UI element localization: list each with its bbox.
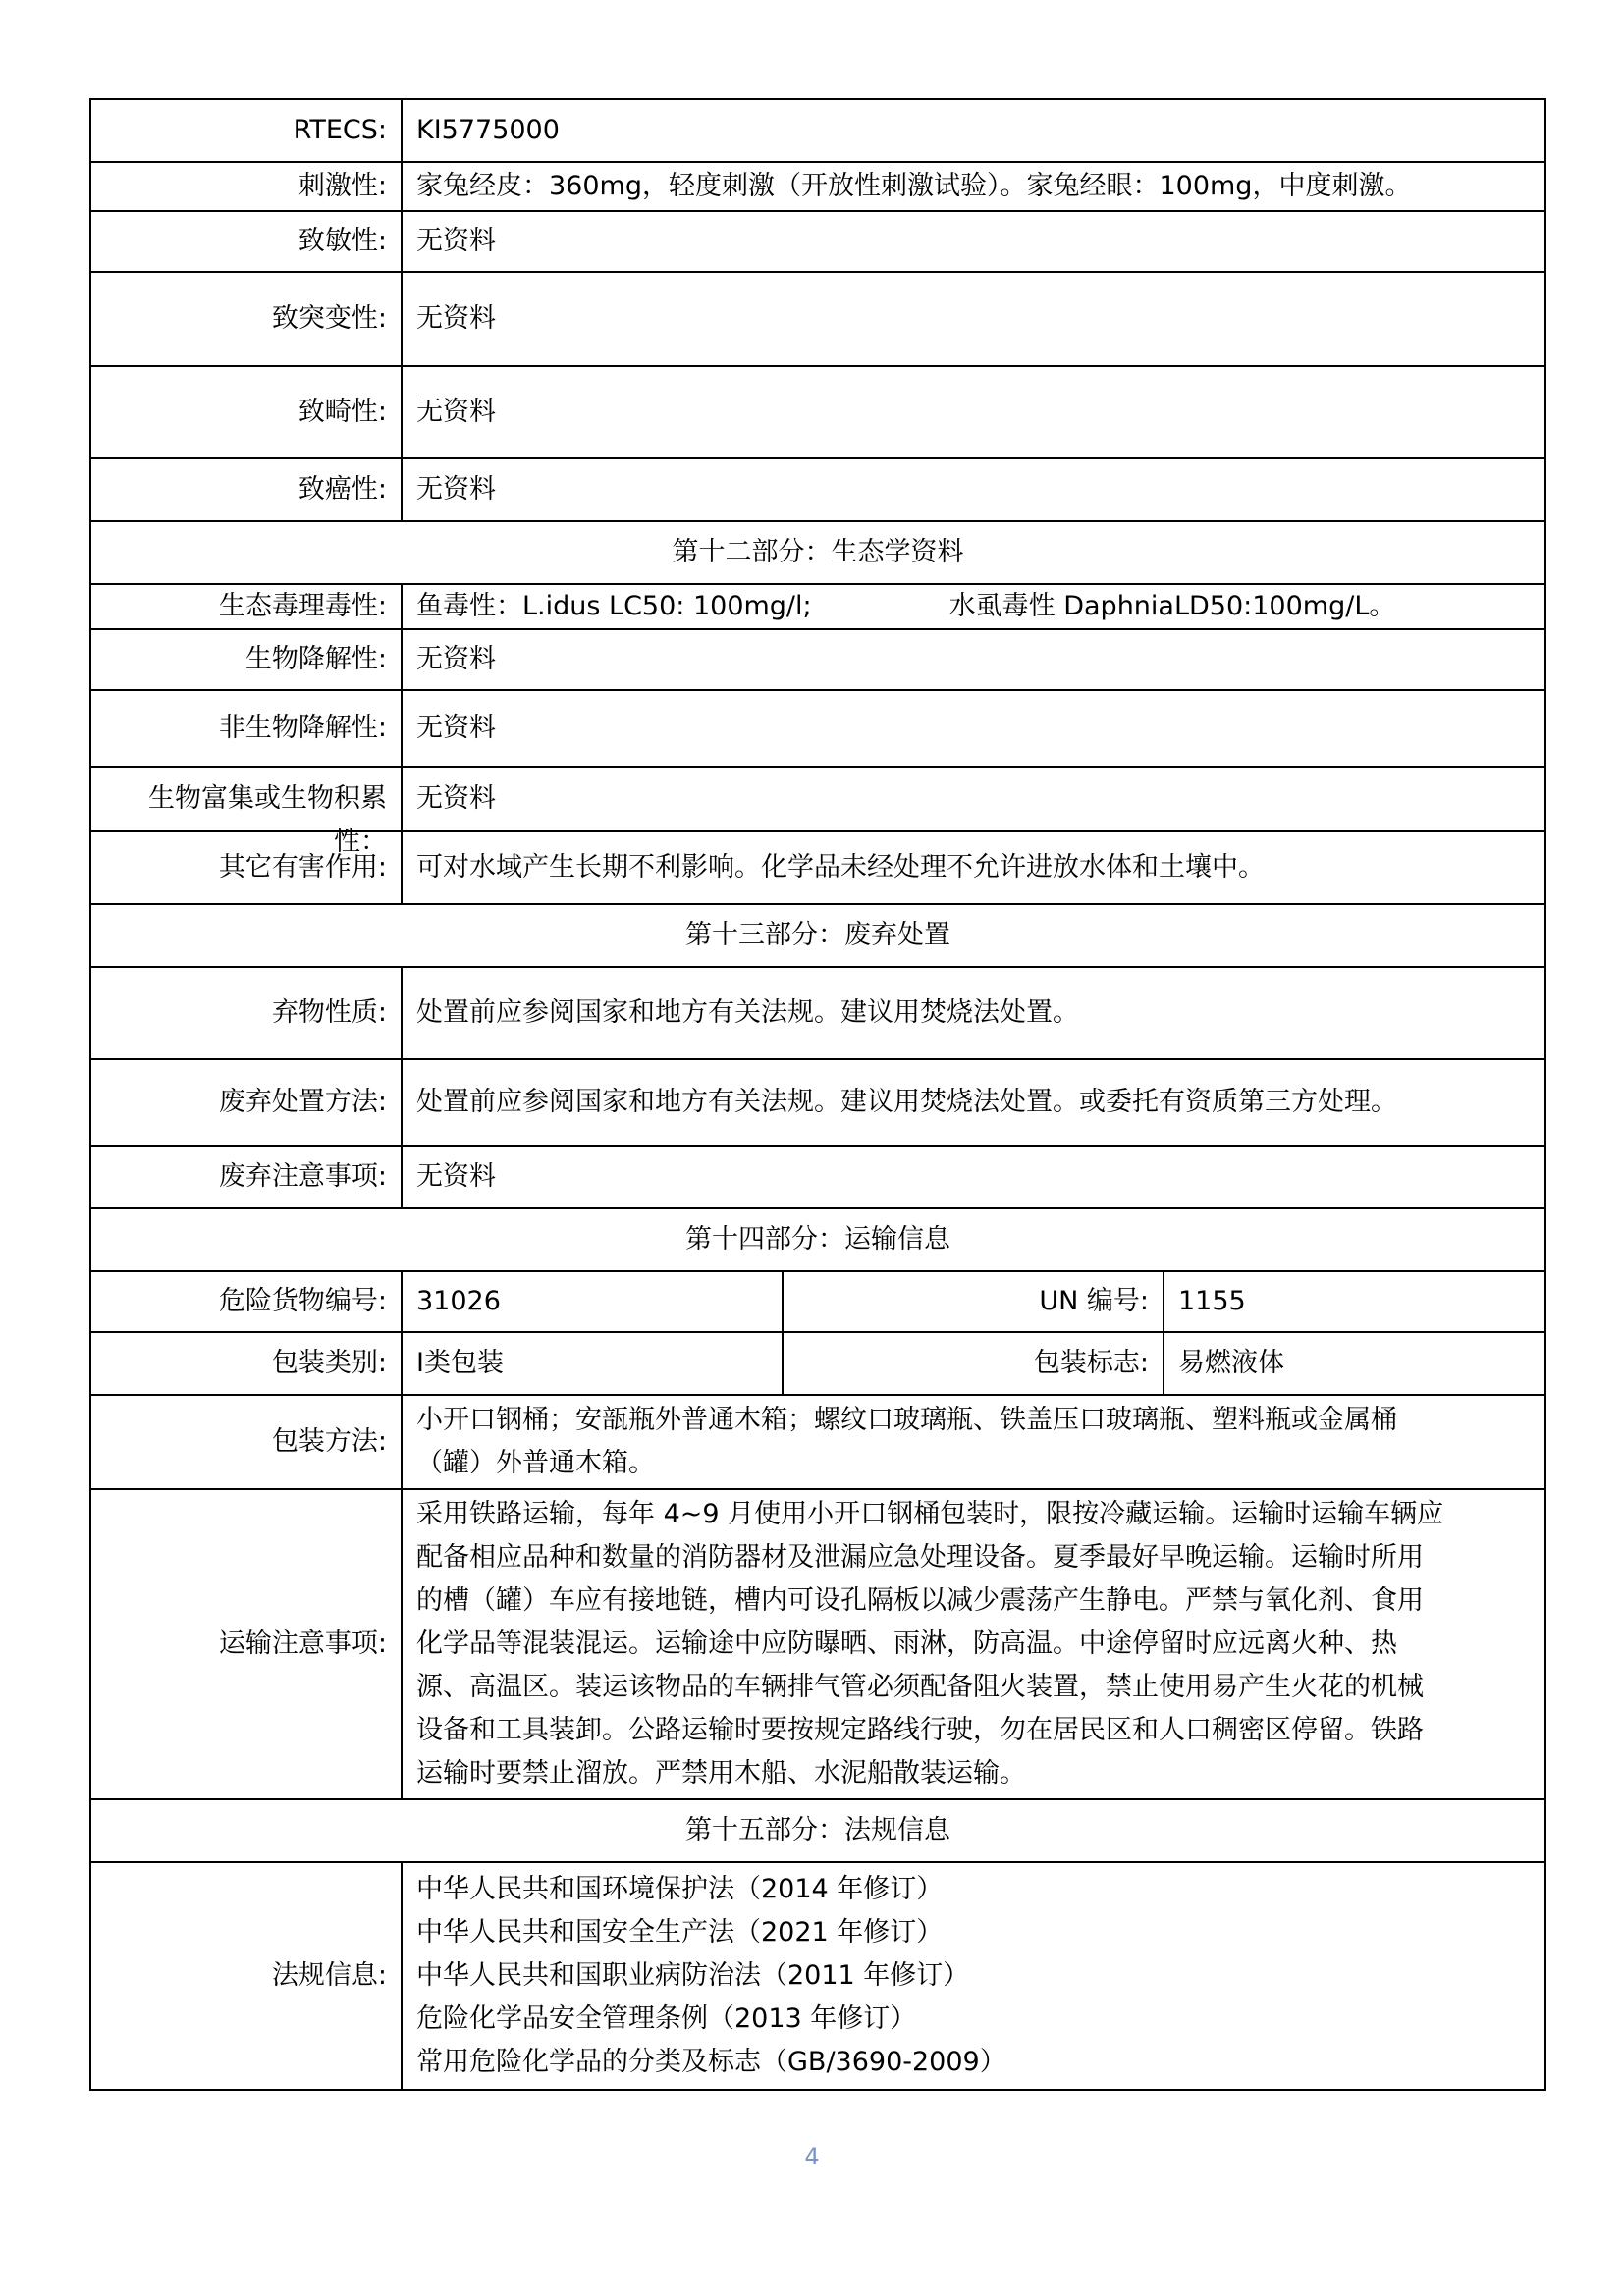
transport-notes-label: 运输注意事项: bbox=[90, 1489, 402, 1799]
sensitization-value: 无资料 bbox=[402, 211, 1545, 272]
row-transport-notes bbox=[90, 1489, 1545, 1799]
transport-notes-line: 设备和工具装卸。公路运输时要按规定路线行驶，勿在居民区和人口稠密区停留。铁路 bbox=[416, 1715, 1424, 1745]
teratogenicity-value: 无资料 bbox=[402, 366, 1545, 458]
rtecs-value: KI5775000 bbox=[402, 99, 1545, 162]
packing-category-label: 包装类别: bbox=[90, 1332, 402, 1395]
row-dangerous-goods bbox=[90, 1271, 1545, 1332]
transport-notes-line: 的槽（罐）车应有接地链，槽内可设孔隔板以减少震荡产生静电。严禁与氧化剂、食用 bbox=[416, 1585, 1424, 1616]
sds-table bbox=[89, 98, 1546, 2091]
regulation-item: 中华人民共和国环境保护法（2014 年修订） bbox=[416, 1874, 944, 1904]
regulation-item: 中华人民共和国职业病防治法（2011 年修订） bbox=[416, 1960, 970, 1991]
mutagenicity-value: 无资料 bbox=[402, 272, 1545, 366]
biodegradability-label: 生物降解性: bbox=[90, 629, 402, 690]
packing-method-label: 包装方法: bbox=[90, 1395, 402, 1489]
section12-header bbox=[90, 521, 1545, 584]
teratogenicity-label: 致畸性: bbox=[90, 366, 402, 458]
biodegradability-value: 无资料 bbox=[402, 629, 1545, 690]
row-ecotoxicity bbox=[90, 584, 1545, 629]
rtecs-label: RTECS: bbox=[90, 99, 402, 162]
bioaccumulation-label-cell bbox=[90, 767, 402, 857]
row-regulations bbox=[90, 1862, 1545, 2090]
row-waste-nature bbox=[90, 967, 1545, 1059]
transport-notes-line: 配备相应品种和数量的消防器材及泄漏应急处理设备。夏季最好早晚运输。运输时所用 bbox=[416, 1542, 1424, 1573]
packing-method-line: 小开口钢桶；安瓿瓶外普通木箱；螺纹口玻璃瓶、铁盖压口玻璃瓶、塑料瓶或金属桶 bbox=[416, 1405, 1397, 1435]
un-no-value: 1155 bbox=[1164, 1271, 1545, 1332]
fish-toxicity: 鱼毒性：L.idus LC50: 100mg/l; bbox=[416, 591, 812, 621]
section15-header bbox=[90, 1799, 1545, 1862]
row-irritation bbox=[90, 162, 1545, 211]
other-effects-value: 可对水域产生长期不利影响。化学品未经处理不允许进放水体和土壤中。 bbox=[402, 831, 1545, 904]
disposal-notes-value: 无资料 bbox=[402, 1146, 1545, 1208]
section14-header bbox=[90, 1208, 1545, 1271]
row-packing-method bbox=[90, 1395, 1545, 1489]
row-sensitization bbox=[90, 211, 1545, 272]
section13-title: 第十三部分：废弃处置 bbox=[90, 904, 1545, 967]
other-effects-label: 其它有害作用: bbox=[90, 831, 402, 904]
transport-notes-line: 采用铁路运输，每年 4~9 月使用小开口钢桶包装时，限按冷藏运输。运输时运输车辆应 bbox=[416, 1499, 1444, 1529]
carcinogenicity-value: 无资料 bbox=[402, 458, 1545, 521]
disposal-notes-label: 废弃注意事项: bbox=[90, 1146, 402, 1208]
page-number: 4 bbox=[804, 2143, 820, 2170]
packing-category-value: Ⅰ类包装 bbox=[402, 1332, 783, 1395]
bioaccumulation-label: 生物富集或生物积累性： bbox=[148, 783, 387, 857]
sensitization-label: 致敏性: bbox=[90, 211, 402, 272]
carcinogenicity-label: 致癌性: bbox=[90, 458, 402, 521]
daphnia-toxicity: 水虱毒性 DaphniaLD50:100mg/L。 bbox=[948, 591, 1396, 621]
mutagenicity-label: 致突变性: bbox=[90, 272, 402, 366]
transport-notes-value bbox=[402, 1489, 1545, 1799]
row-mutagenicity bbox=[90, 272, 1545, 366]
regulation-item: 危险化学品安全管理条例（2013 年修订） bbox=[416, 2003, 917, 2034]
row-disposal-notes bbox=[90, 1146, 1545, 1208]
dangerous-goods-no-value: 31026 bbox=[402, 1271, 783, 1332]
packing-mark-value: 易燃液体 bbox=[1164, 1332, 1545, 1395]
bioaccumulation-value: 无资料 bbox=[402, 767, 1545, 831]
section13-header bbox=[90, 904, 1545, 967]
waste-nature-label: 弃物性质: bbox=[90, 967, 402, 1059]
row-rtecs bbox=[90, 99, 1545, 162]
transport-notes-line: 源、高温区。装运该物品的车辆排气管必须配备阻火装置，禁止使用易产生火花的机械 bbox=[416, 1672, 1424, 1702]
section14-title: 第十四部分：运输信息 bbox=[90, 1208, 1545, 1271]
dangerous-goods-no-label: 危险货物编号: bbox=[90, 1271, 402, 1332]
row-packing bbox=[90, 1332, 1545, 1395]
packing-mark-label: 包装标志: bbox=[783, 1332, 1164, 1395]
regulation-item: 中华人民共和国安全生产法（2021 年修订） bbox=[416, 1917, 944, 1948]
ecotoxicity-label: 生态毒理毒性: bbox=[90, 584, 402, 629]
row-carcinogenicity bbox=[90, 458, 1545, 521]
row-disposal-method bbox=[90, 1059, 1545, 1146]
regulations-value bbox=[402, 1862, 1545, 2090]
packing-method-value bbox=[402, 1395, 1545, 1489]
abiotic-degradability-label: 非生物降解性: bbox=[90, 690, 402, 767]
irritation-label: 刺激性: bbox=[90, 162, 402, 211]
ecotoxicity-value bbox=[402, 584, 1545, 629]
waste-nature-value: 处置前应参阅国家和地方有关法规。建议用焚烧法处置。 bbox=[402, 967, 1545, 1059]
row-teratogenicity bbox=[90, 366, 1545, 458]
row-biodegradability bbox=[90, 629, 1545, 690]
transport-notes-line: 化学品等混装混运。运输途中应防曝晒、雨淋，防高温。中途停留时应远离火种、热 bbox=[416, 1629, 1397, 1659]
section15-title: 第十五部分：法规信息 bbox=[90, 1799, 1545, 1862]
disposal-method-label: 废弃处置方法: bbox=[90, 1059, 402, 1146]
row-abiotic-degradability bbox=[90, 690, 1545, 767]
irritation-value: 家兔经皮：360mg，轻度刺激（开放性刺激试验）。家兔经眼：100mg，中度刺激。 bbox=[402, 162, 1545, 211]
row-bioaccumulation bbox=[90, 767, 1545, 831]
disposal-method-value: 处置前应参阅国家和地方有关法规。建议用焚烧法处置。或委托有资质第三方处理。 bbox=[402, 1059, 1545, 1146]
transport-notes-line: 运输时要禁止溜放。严禁用木船、水泥船散装运输。 bbox=[416, 1758, 1026, 1789]
section12-title: 第十二部分：生态学资料 bbox=[90, 521, 1545, 584]
regulations-label: 法规信息: bbox=[90, 1862, 402, 2090]
un-no-label: UN 编号: bbox=[783, 1271, 1164, 1332]
packing-method-line: （罐）外普通木箱。 bbox=[416, 1448, 655, 1478]
regulation-item: 常用危险化学品的分类及标志（GB/3690-2009） bbox=[416, 2047, 1006, 2077]
abiotic-degradability-value: 无资料 bbox=[402, 690, 1545, 767]
